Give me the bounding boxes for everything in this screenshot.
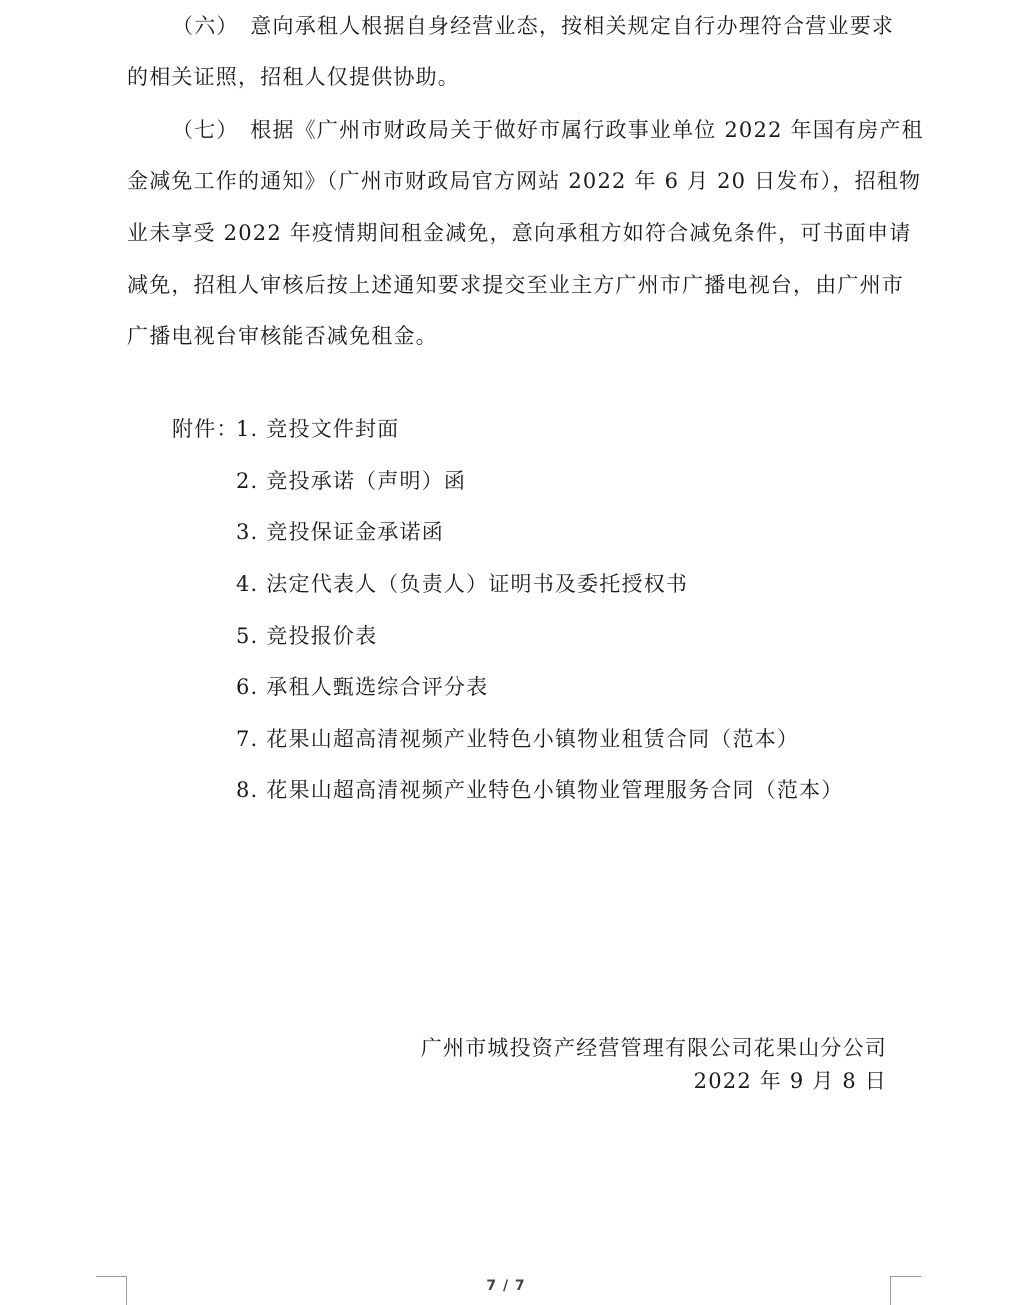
paragraph-6-line-2: 的相关证照，招租人仅提供协助。: [127, 65, 460, 89]
attachment-item-8: 8. 花果山超高清视频产业特色小镇物业管理服务合同（范本）: [236, 778, 844, 802]
paragraph-7-line-2: 金减免工作的通知》（广州市财政局官方网站 2022 年 6 月 20 日发布），招租物: [127, 169, 922, 193]
attachment-item-3: 3. 竞投保证金承诺函: [236, 520, 444, 544]
attachment-item-6: 6. 承租人甄选综合评分表: [236, 675, 489, 699]
page-indicator: 7 / 7: [486, 1278, 526, 1294]
signature-date: 2022 年 9 月 8 日: [693, 1069, 887, 1093]
paragraph-6-line-1: （六） 意向承租人根据自身经营业态，按相关规定自行办理符合营业要求: [172, 14, 895, 38]
paragraph-7-line-5: 广播电视台审核能否减免租金。: [127, 324, 438, 348]
attachment-item-7: 7. 花果山超高清视频产业特色小镇物业租赁合同（范本）: [236, 727, 800, 751]
attachment-item-2: 2. 竞投承诺（声明）函: [236, 469, 467, 493]
attachment-item-1: 1. 竞投文件封面: [236, 417, 400, 441]
paragraph-7-line-3: 业未享受 2022 年疫情期间租金减免，意向承租方如符合减免条件，可书面申请: [127, 221, 912, 245]
attachment-item-5: 5. 竞投报价表: [236, 624, 378, 648]
attachments-heading: 附件：: [172, 417, 239, 441]
paragraph-7-line-1: （七） 根据《广州市财政局关于做好市属行政事业单位 2022 年国有房产租: [172, 118, 924, 142]
signature-organization: 广州市城投资产经营管理有限公司花果山分公司: [420, 1036, 887, 1060]
paragraph-7-line-4: 减免，招租人审核后按上述通知要求提交至业主方广州市广播电视台，由广州市: [127, 273, 904, 297]
attachment-item-4: 4. 法定代表人（负责人）证明书及委托授权书: [236, 572, 689, 596]
